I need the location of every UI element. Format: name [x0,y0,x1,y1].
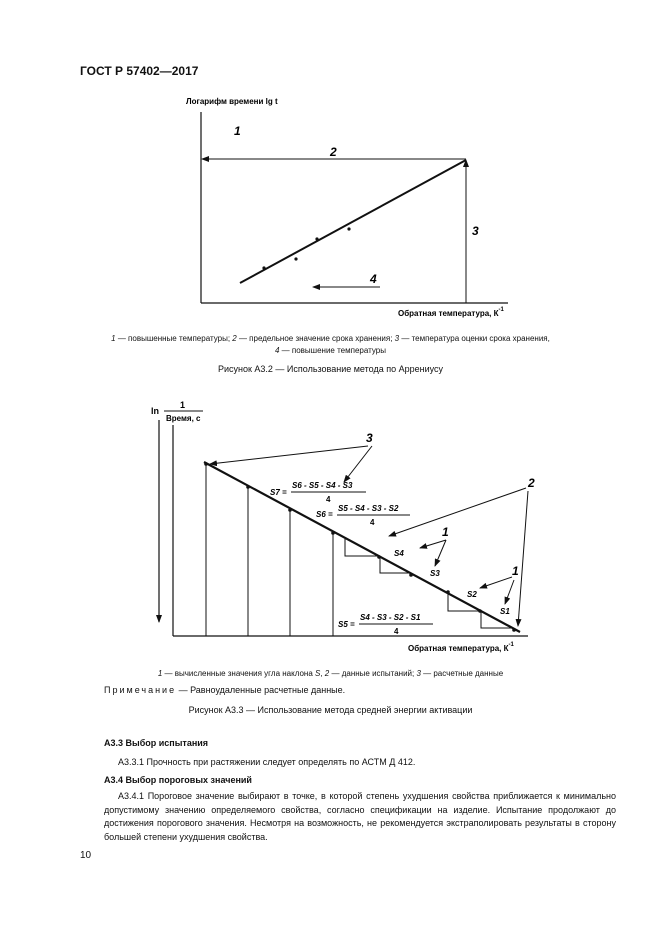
section-a33-title: А3.3 Выбор испытания [104,738,209,748]
s4-label: S4 [394,549,404,558]
marker-3: 3 [366,431,373,445]
figure-a32-caption: Рисунок А3.2 — Использование метода по Аррениусу [217,364,444,374]
data-point [446,590,450,594]
figure-a33-note: Примечание — Равноудаленные расчетные данные. [104,685,346,695]
data-point [478,609,482,613]
data-point [246,485,250,489]
regression-line [204,462,520,632]
figure-a33-caption: Рисунок А3.3 — Использование метода средней энергии активации [188,705,473,715]
figure-a32-legend: 1 — повышенные температуры; 2 — предельное значение срока хранения; 3 — температура оценки срока хранения, 4 — повышение температуры [111,334,550,355]
marker-2: 2 [330,145,337,159]
y-axis-ln: ln [151,406,159,416]
eq-s7-den: 4 [326,495,331,504]
marker-3: 3 [472,224,479,238]
x-axis-label: Обратная температура, $К^{-1}$ [398,307,504,318]
s3-label: S3 [430,569,440,578]
y-axis-num: 1 [180,400,186,410]
marker-2: 2 [528,476,535,490]
eq-s6-lhs: S6 = [316,510,333,519]
eq-s7-num: S6 - S5 - S4 - S3 [292,481,353,490]
paragraph-a331: А3.3.1 Прочность при растяжении следует определять по АСТМ Д 412. [118,757,416,767]
marker-1: 1 [442,525,449,539]
eq-s5-num: S4 - S3 - S2 - S1 [360,613,421,622]
page-number: 10 [80,850,92,861]
section-a34-title: А3.4 Выбор пороговых значений [104,775,252,785]
data-point [288,508,292,512]
data-point [409,573,413,577]
eq-s5-lhs: S5 = [338,620,355,629]
eq-s6-den: 4 [370,518,375,527]
s2-label: S2 [467,590,477,599]
marker-1: 1 [512,564,519,578]
y-axis-den: Время, с [166,414,201,423]
marker-1: 1 [234,124,241,138]
data-point [377,555,381,559]
eq-s7-lhs: S7 = [270,488,287,497]
eq-s6-num: S5 - S4 - S3 - S2 [338,504,399,513]
x-axis-label: Обратная температура, $К^{-1}$ [408,642,514,653]
paragraph-a341: А3.4.1 Пороговое значение выбирают в точке, в которой степень ухудшения свойства приближается к минимально допустимому значению определяемого свойства, согласно спецификации на изделие. Испытание продолжают до достижения порогового значения. Несмотря на возможность, не рекомендуется экстраполировать результаты в сторону большей степени ухудшения свойства. [104,791,616,842]
y-axis-label: Логарифм времени lg t [186,97,278,106]
document-code: ГОСТ Р 57402—2017 [80,64,199,78]
data-point [331,531,335,535]
data-point [204,462,208,466]
s1-label: S1 [500,607,510,616]
figure-a33-legend: 1 — вычисленные значения угла наклона S, 2 — данные испытаний; 3 — расчетные данные [157,669,504,678]
marker-4: 4 [370,272,377,286]
data-point [512,628,516,632]
eq-s5-den: 4 [394,627,399,636]
